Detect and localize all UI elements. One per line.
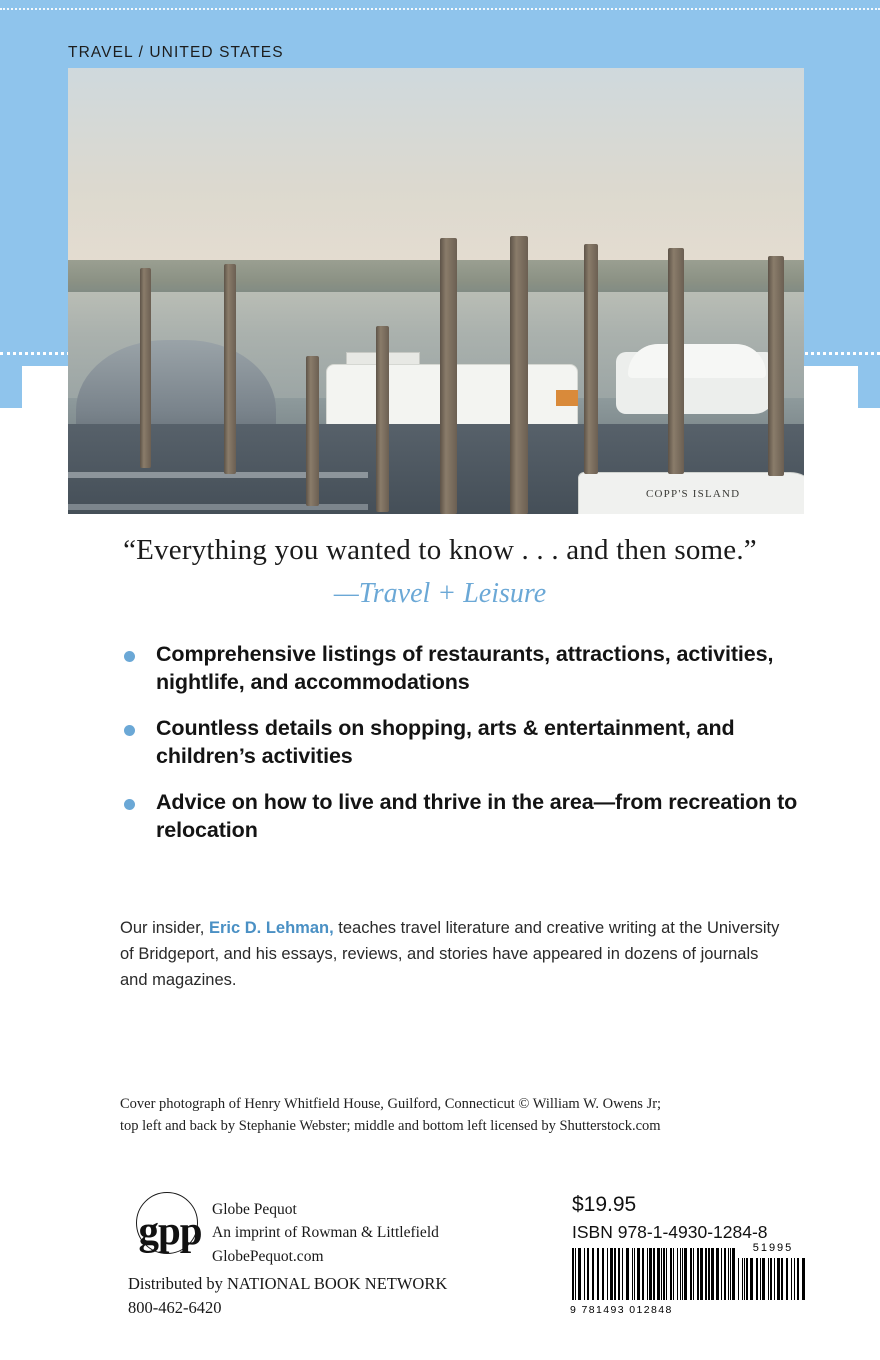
category-label: TRAVEL / UNITED STATES xyxy=(68,44,284,61)
photo-far-shore xyxy=(68,260,804,296)
barcode-addon-digits: 51995 xyxy=(752,1242,794,1254)
photo-sky xyxy=(68,68,804,283)
pull-quote: “Everything you wanted to know . . . and then some.” xyxy=(123,534,757,566)
photo-right-boat-cover xyxy=(628,344,766,378)
photo-piling xyxy=(584,244,598,474)
author-name: Eric D. Lehman, xyxy=(208,919,334,937)
photo-piling xyxy=(306,356,319,506)
photo-piling xyxy=(140,268,151,468)
photo-piling xyxy=(376,326,389,512)
publisher-website: GlobePequot.com xyxy=(212,1247,324,1265)
publisher-name: Globe Pequot xyxy=(212,1201,297,1218)
bullet-dot-icon xyxy=(124,651,135,662)
photo-piling xyxy=(440,238,457,514)
list-item xyxy=(120,788,810,845)
band-dotted-top-rule xyxy=(0,8,880,12)
photo-skiff-name: COPP'S ISLAND xyxy=(646,488,741,500)
bullet-text: Countless details on shopping, arts & entertainment, and children’s activities xyxy=(156,715,735,769)
author-blurb-prefix: Our insider, xyxy=(120,919,209,937)
photo-piling xyxy=(510,236,528,514)
photo-deck-gear-orange xyxy=(556,390,578,406)
photo-dock-rail-upper xyxy=(68,472,368,478)
photo-credits xyxy=(120,1093,800,1137)
publisher-imprint: An imprint of Rowman & Littlefield xyxy=(212,1224,439,1242)
distributor-info xyxy=(128,1272,548,1320)
bullet-dot-icon xyxy=(124,725,135,736)
pull-quote-source: —Travel + Leisure xyxy=(333,578,547,609)
photo-piling xyxy=(224,264,236,474)
bullet-text: Comprehensive listings of restaurants, attractions, activities, nightlife, and accommodations xyxy=(156,642,774,695)
list-item xyxy=(120,640,810,697)
photo-dock-rail-lower xyxy=(68,504,368,510)
barcode-digits: 9 781493 012848 xyxy=(570,1304,673,1316)
band-left-edge-strip xyxy=(0,366,22,408)
distributor-name: Distributed by NATIONAL BOOK NETWORK xyxy=(128,1274,448,1293)
distributor-phone: 800-462-6420 xyxy=(128,1297,222,1317)
publisher-logo xyxy=(130,1192,202,1264)
price-label: $19.95 xyxy=(572,1193,637,1216)
band-right-edge-strip xyxy=(858,366,880,408)
logo-text: gpp xyxy=(138,1207,202,1253)
list-item xyxy=(120,714,810,771)
isbn-label: ISBN 978-1-4930-1284-8 xyxy=(572,1222,768,1242)
cover-photo xyxy=(68,68,804,514)
publisher-info xyxy=(212,1198,552,1268)
author-blurb xyxy=(120,915,780,993)
barcode-addon xyxy=(736,1242,810,1302)
photo-credit-line: top left and back by Stephanie Webster; middle and bottom left licensed by Shutterstock.com xyxy=(120,1118,661,1135)
author-blurb-rest: teaches travel literature and creative writing at the University of Bridgeport, and his essays, reviews, and stories have appeared in dozens of journals and magazines. xyxy=(120,919,780,990)
barcode-addon-bars xyxy=(736,1242,810,1302)
photo-piling xyxy=(768,256,784,476)
photo-credit-line: Cover photograph of Henry Whitfield House, Guilford, Connecticut © William W. Owens Jr; xyxy=(120,1096,662,1112)
photo-piling xyxy=(668,248,684,474)
feature-bullet-list xyxy=(120,640,810,861)
bullet-text: Advice on how to live and thrive in the area—from recreation to relocation xyxy=(156,789,798,842)
bullet-dot-icon xyxy=(124,799,135,810)
